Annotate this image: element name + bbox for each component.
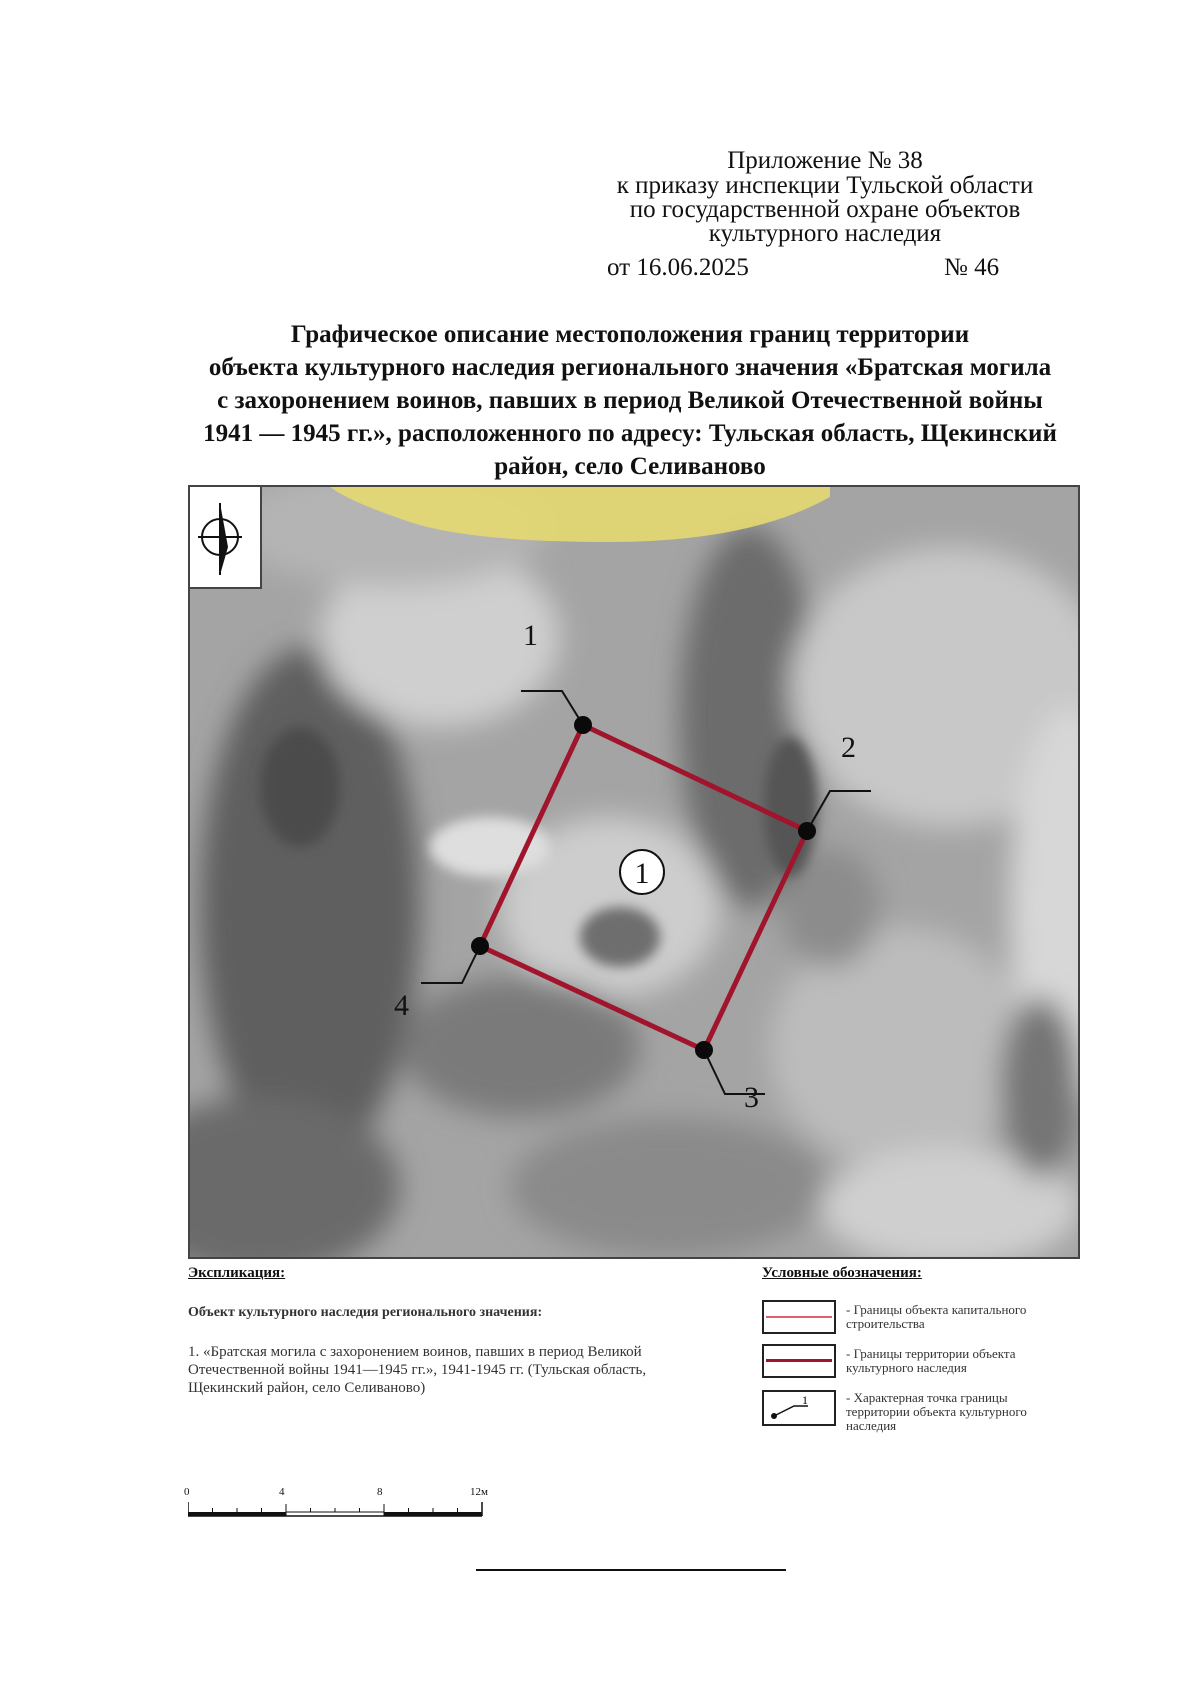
legend-text-point: - Характерная точка границы территории объекта культурного наследия xyxy=(846,1390,1027,1433)
order-line-2: по государственной охране объектов xyxy=(629,196,1021,223)
boundary-point-marker xyxy=(574,716,592,734)
boundary-overlay xyxy=(190,487,1078,1257)
boundary-point-label: 4 xyxy=(394,989,409,1022)
scale-bar xyxy=(184,1486,504,1526)
legend-text-building: - Границы объекта капитального строительства xyxy=(846,1302,1027,1331)
legend-point-sample-label: 1 xyxy=(802,1393,808,1407)
north-arrow-icon xyxy=(190,487,260,587)
order-number: № 46 xyxy=(944,254,1000,281)
legend-swatch-territory xyxy=(762,1344,836,1378)
explication-subtitle: Объект культурного наследия регионального значения: xyxy=(188,1305,543,1320)
point-leader-line xyxy=(807,791,871,831)
title-line-1: Графическое описание местоположения границ территории xyxy=(290,321,970,348)
order-line-1: к приказу инспекции Тульской области xyxy=(616,172,1034,199)
legend-text-territory: - Границы территории объекта культурного наследия xyxy=(846,1346,1016,1375)
map-frame xyxy=(188,485,1080,1259)
title-line-3: с захоронением воинов, павших в период Великой Отечественной войны xyxy=(217,387,1043,414)
boundary-point-label: 2 xyxy=(841,731,856,764)
boundary-point-marker xyxy=(695,1041,713,1059)
object-number-label: 1 xyxy=(634,857,650,890)
legend-swatch-building xyxy=(762,1300,836,1334)
bottom-separator xyxy=(476,1569,786,1571)
boundary-point-marker xyxy=(471,937,489,955)
legend-title: Условные обозначения: xyxy=(762,1265,922,1281)
boundary-point-marker xyxy=(798,822,816,840)
scale-tick-0: 0 xyxy=(184,1486,190,1498)
point-leader-line xyxy=(421,946,480,983)
scale-tick-12: 12м xyxy=(470,1486,488,1498)
title-line-2: объекта культурного наследия регионального значения «Братская могила xyxy=(208,354,1052,381)
legend-swatch-point xyxy=(762,1390,836,1426)
title-line-4: 1941 — 1945 гг.», расположенного по адресу: Тульская область, Щекинский xyxy=(203,420,1057,447)
title-line-5: район, село Селиваново xyxy=(494,453,766,480)
point-leader-line xyxy=(521,691,583,725)
order-date: от 16.06.2025 xyxy=(607,254,749,281)
scale-tick-8: 8 xyxy=(377,1486,383,1498)
document-title xyxy=(130,318,1130,483)
boundary-point-label: 1 xyxy=(523,619,538,652)
scale-tick-4: 4 xyxy=(279,1486,285,1498)
boundary-point-label: 3 xyxy=(744,1081,759,1114)
north-arrow-box xyxy=(190,487,262,589)
order-line-3: культурного наследия xyxy=(708,220,942,247)
explication-item: 1. «Братская могила с захоронением воинов, павших в период Великой Отечественной войны 1941—1945 гг.», 1941-1945 гг. (Тульская область, Щекинский район, село Селиваново) xyxy=(188,1344,647,1396)
appendix-number: Приложение № 38 xyxy=(727,147,923,174)
explication-title: Экспликация: xyxy=(188,1265,286,1281)
